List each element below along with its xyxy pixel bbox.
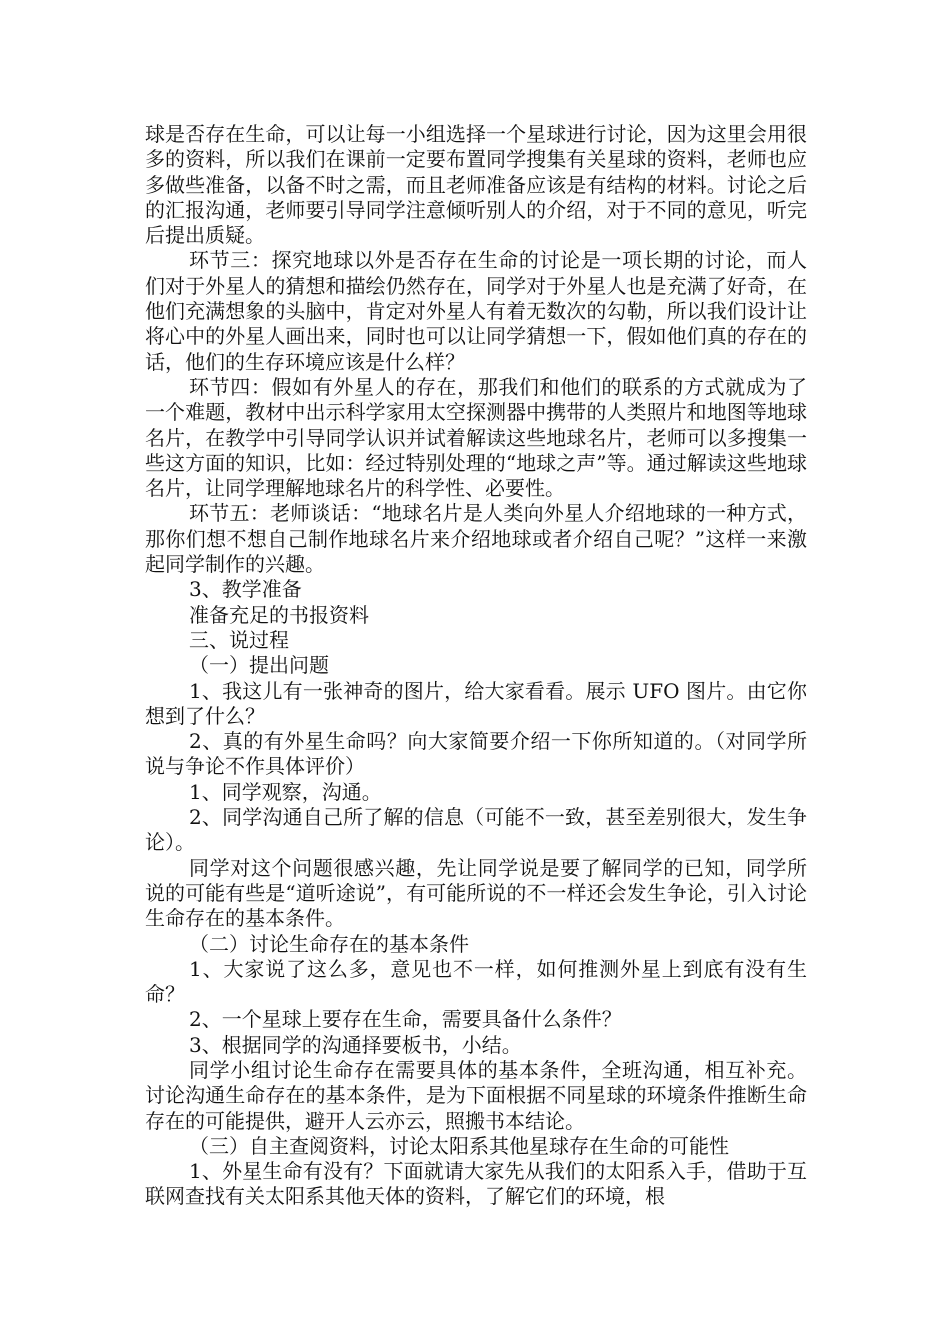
document-page <box>145 122 807 1210</box>
paragraph-3: 环节四：假如有外星人的存在，那我们和他们的联系的方式就成为了一个难题，教材中出示科学家用太空探测器中携带的人类照片和地图等地球名片，在教学中引导同学认识并试着解读这些地球名片，老师可以多搜集一些这方面的知识，比如：经过特别处理的“地球之声”等。通过解读这些地球名片，让同学理解地球名片的科学性、必要性。 <box>145 374 807 501</box>
heading-raise-question: （一）提出问题 <box>189 653 329 678</box>
paragraph-12: 2、同学沟通自己所了解的信息（可能不一致，甚至差别很大，发生争论）。 <box>145 805 807 855</box>
paragraph-16: 2、一个星球上要存在生命，需要具备什么条件？ <box>189 1007 622 1032</box>
heading-teaching-prep: 3、教学准备 <box>189 577 302 602</box>
paragraph-11: 1、同学观察，沟通。 <box>189 779 382 804</box>
paragraph-10: 2、真的有外星生命吗？向大家简要介绍一下你所知道的。（对同学所说与争论不作具体评价） <box>145 729 807 779</box>
paragraph-9: 1、我这儿有一张神奇的图片，给大家看看。展示 UFO 图片。由它你想到了什么？ <box>145 678 807 728</box>
heading-process: 三、说过程 <box>189 627 289 652</box>
paragraph-4: 环节五：老师谈话：“地球名片是人类向外星人介绍地球的一种方式，那你们想不想自己制作地球名片来介绍地球或者介绍自己呢？”这样一来激起同学制作的兴趣。 <box>145 501 807 577</box>
paragraph-15: 1、大家说了这么多，意见也不一样，如何推测外星上到底有没有生命？ <box>145 956 807 1007</box>
paragraph-18: 同学小组讨论生命存在需要具体的基本条件，全班沟通，相互补充。讨论沟通生命存在的基本条件，是为下面根据不同星球的环境条件推断生命存在的可能提供，避开人云亦云，照搬书本结论。 <box>145 1057 807 1133</box>
heading-conditions: （二）讨论生命存在的基本条件 <box>189 931 469 956</box>
paragraph-13: 同学对这个问题很感兴趣，先让同学说是要了解同学的已知，同学所说的可能有些是“道听途说”，有可能所说的不一样还会发生争论，引入讨论生命存在的基本条件。 <box>145 855 807 931</box>
paragraph-20: 1、外星生命有没有？下面就请大家先从我们的太阳系入手，借助于互联网查找有关太阳系其他天体的资料，了解它们的环境，根 <box>145 1159 807 1209</box>
paragraph-2: 环节三：探究地球以外是否存在生命的讨论是一项长期的讨论，而人们对于外星人的猜想和描绘仍然存在，同学对于外星人也是充满了好奇，在他们充满想象的头脑中，肯定对外星人有着无数次的勾勒，所以我们设计让将心中的外星人画出来，同时也可以让同学猜想一下，假如他们真的存在的话，他们的生存环境应该是什么样？ <box>145 248 807 374</box>
heading-research: （三）自主查阅资料，讨论太阳系其他星球存在生命的可能性 <box>189 1133 729 1158</box>
paragraph-6: 准备充足的书报资料 <box>189 602 369 627</box>
paragraph-17: 3、根据同学的沟通择要板书，小结。 <box>189 1032 522 1057</box>
paragraph-1: 球是否存在生命，可以让每一小组选择一个星球进行讨论，因为这里会用很多的资料，所以我们在课前一定要布置同学搜集有关星球的资料，老师也应多做些准备，以备不时之需，而且老师准备应该是有结构的材料。讨论之后的汇报沟通，老师要引导同学注意倾听别人的介绍，对于不同的意见，听完后提出质疑。 <box>145 122 807 248</box>
